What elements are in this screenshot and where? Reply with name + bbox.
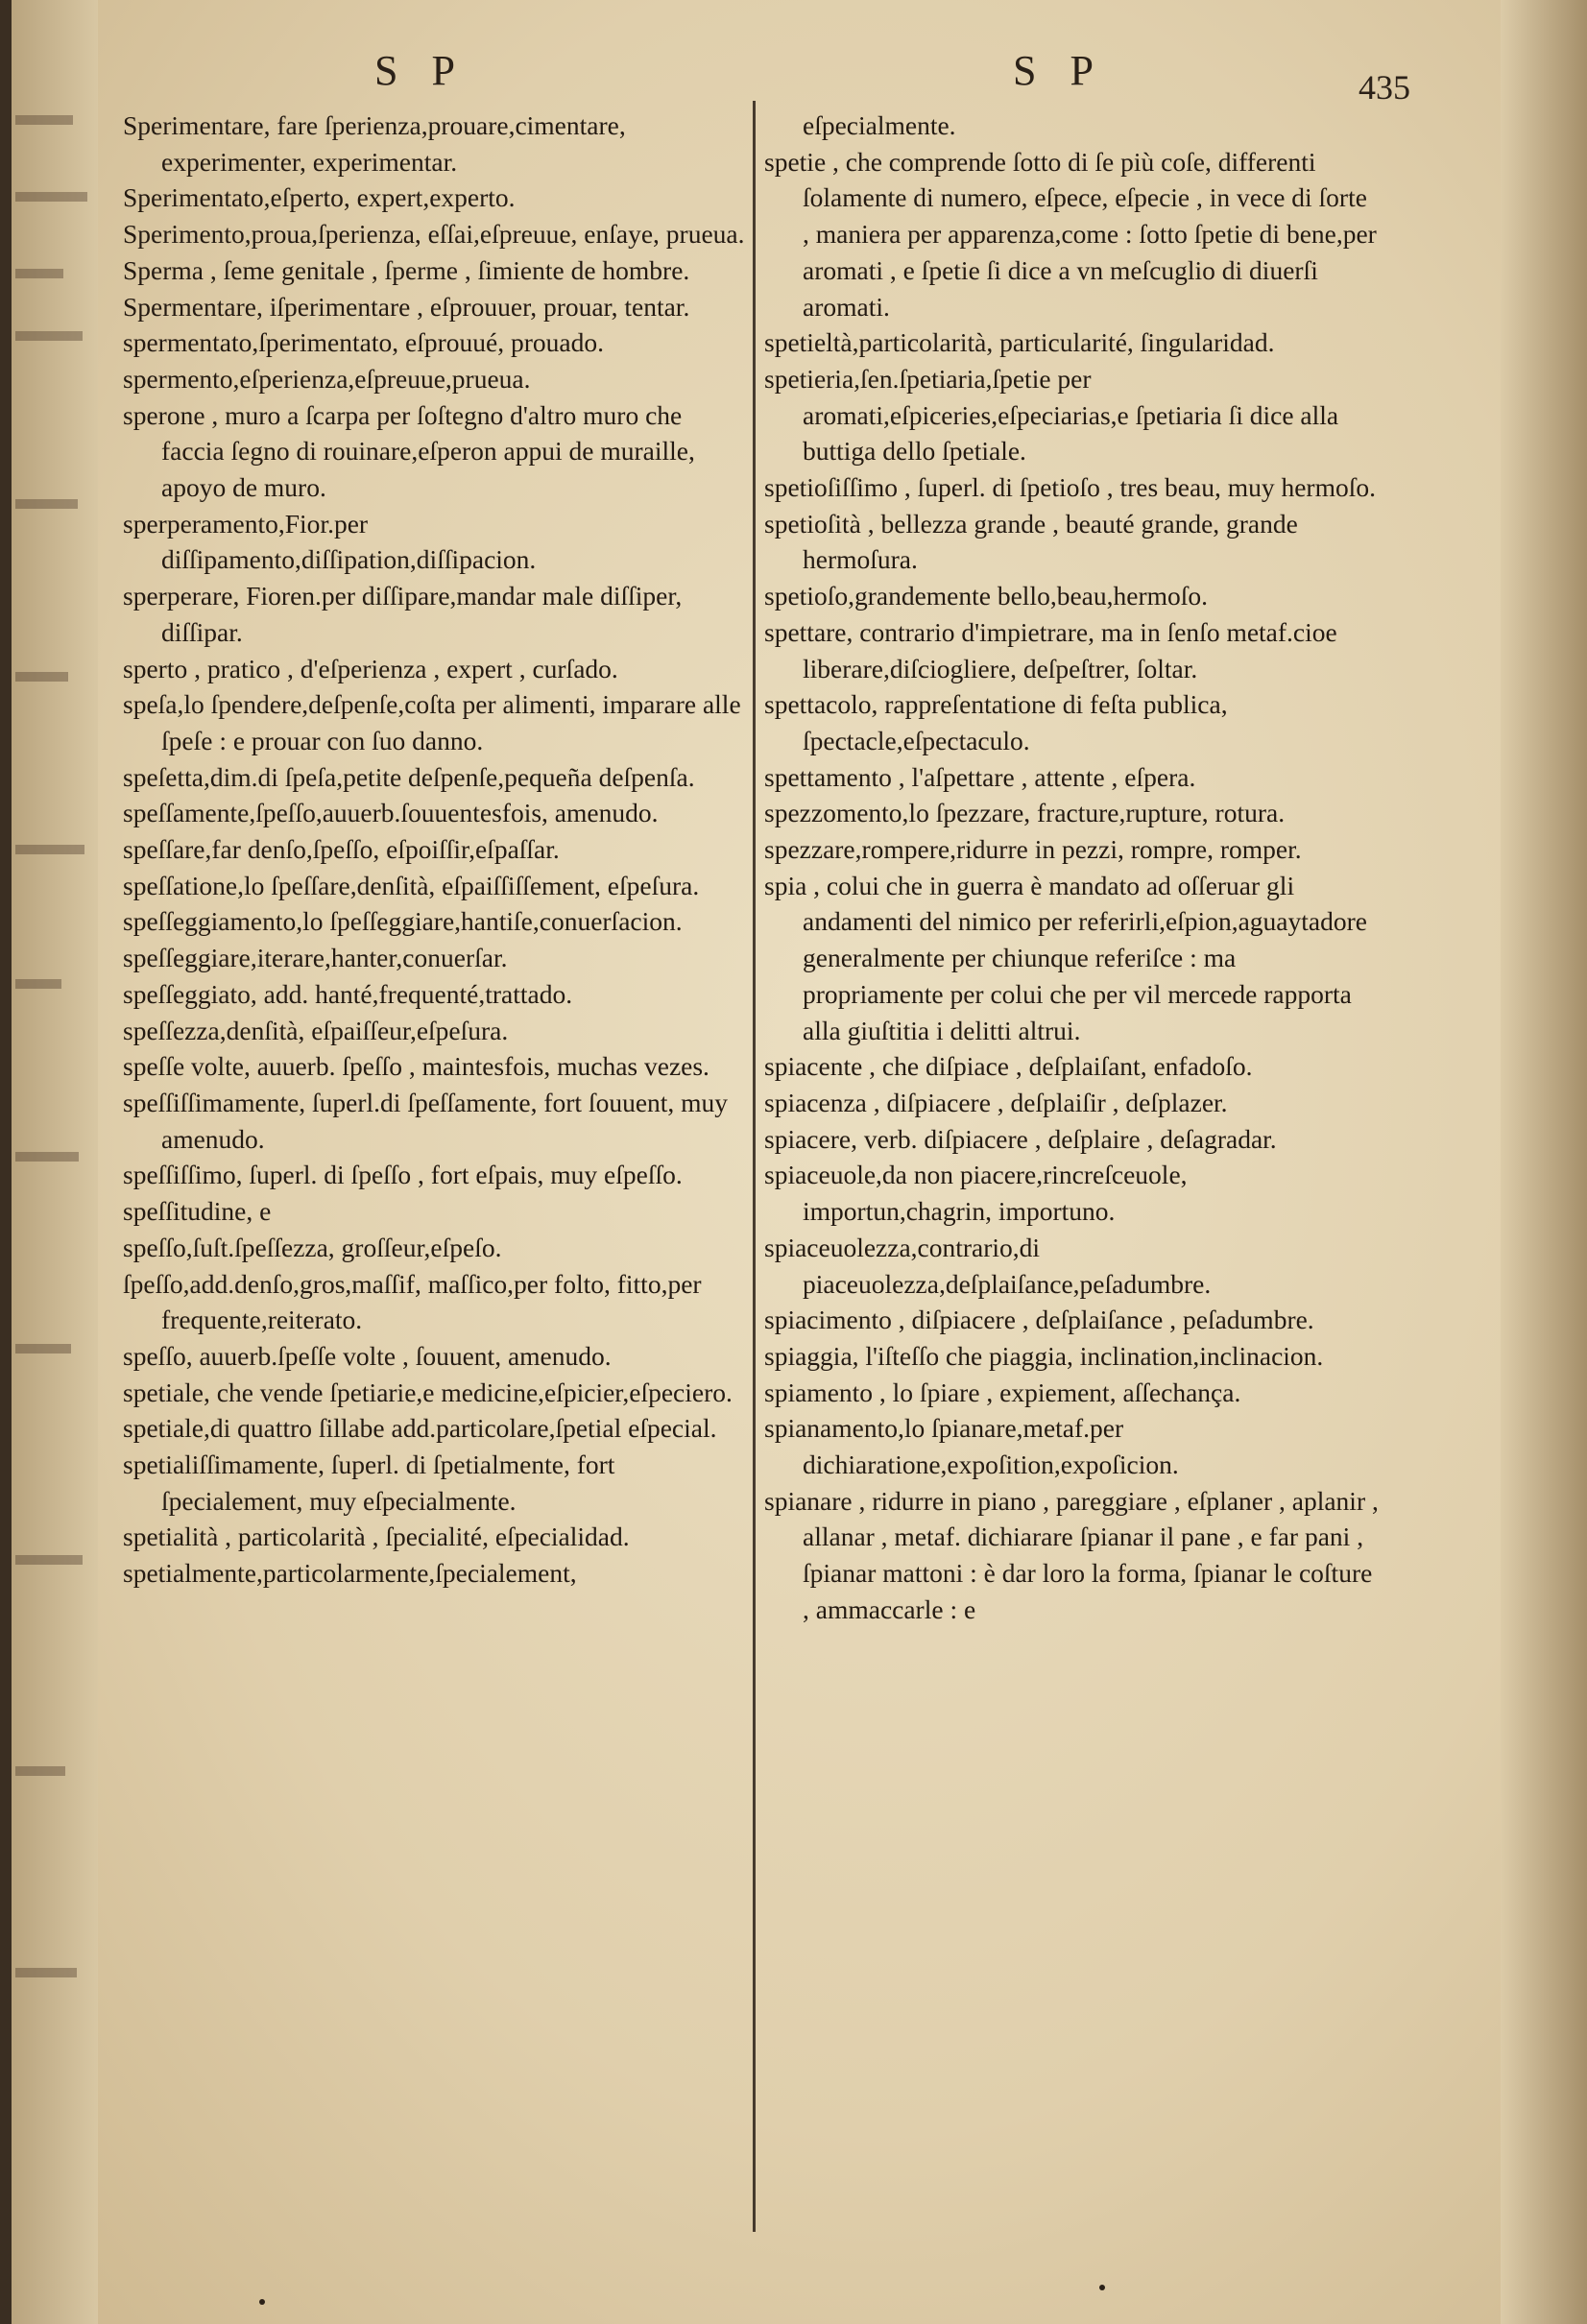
dictionary-entry: spia , colui che in guerra è mandato ad oſſeruar gli andamenti del nimico per referirli,eſpion,aguaytadore generalmente per chiunque referiſce : ma propriamente per colui che per vil mercede rapporta alla giuſtitia i delitti altrui. <box>764 870 1367 1045</box>
right-page-edge <box>1501 0 1587 2324</box>
dictionary-entry: spetiale, che vende ſpetiarie,e medicine,eſpicier,eſpeciero. <box>123 1377 733 1407</box>
continuation-line: eſpecialmente. <box>803 110 956 140</box>
dictionary-entry: spetioſità , bellezza grande , beauté grande, grande hermoſura. <box>764 508 1298 575</box>
dictionary-entry: spiacimento , diſpiacere , deſplaiſance , peſadumbre. <box>764 1305 1314 1335</box>
dictionary-entry: speſſiſſimamente, ſuperl.di ſpeſſamente, fort ſouuent, muy amenudo. <box>123 1087 729 1154</box>
dictionary-entry: spetioſo,grandemente bello,beau,hermoſo. <box>764 581 1209 611</box>
dictionary-entry: spetialità , particolarità , ſpecialité, eſpecialidad. <box>123 1521 630 1552</box>
dictionary-entry: speſſiſſimo, ſuperl. di ſpeſſo , fort eſpais, muy eſpeſſo. <box>123 1160 683 1190</box>
dictionary-entry: speſſo, auuerb.ſpeſſe volte , ſouuent, amenudo. <box>123 1340 612 1371</box>
dictionary-entry: ſpeſſo,add.denſo,gros,maſſif, maſſico,per folto, fitto,per frequente,reiterato. <box>123 1268 702 1335</box>
dictionary-entry: sperperamento,Fior.per diſſipamento,diſſipation,diſſipacion. <box>123 508 537 575</box>
dictionary-entry: sperone , muro a ſcarpa per ſoſtegno d'altro muro che faccia ſegno di rouinare,eſperon appui de muraille, apoyo de muro. <box>123 399 695 503</box>
dictionary-entry: spermentato,ſperimentato, eſprouué, prouado. <box>123 327 604 358</box>
running-head-left: S P <box>374 47 467 94</box>
dictionary-entry: speſſeggiare,iterare,hanter,conuerſar. <box>123 943 508 973</box>
footer-mark <box>1099 2285 1105 2290</box>
dictionary-entry: sperperare, Fioren.per diſſipare,mandar male diſſiper, diſſipar. <box>123 581 683 647</box>
dictionary-entry: spiacente , che diſpiace , deſplaiſant, enfadoſo. <box>764 1051 1253 1082</box>
right-column <box>764 108 1379 1628</box>
dictionary-entry: spettacolo, rappreſentatione di feſta publica, ſpectacle,eſpectaculo. <box>764 689 1228 755</box>
dictionary-entry: spianamento,lo ſpianare,metaf.per dichiaratione,expoſition,expoſicion. <box>764 1413 1179 1480</box>
running-head-right: S P <box>1013 47 1105 94</box>
dictionary-entry: spezzomento,lo ſpezzare, fracture,rupture, rotura. <box>764 798 1286 828</box>
dictionary-entry: spianare , ridurre in piano , pareggiare , eſplaner , aplanir , allanar , metaf. dichiarare ſpianar il pane , e far pani , ſpianar mattoni : è dar loro la forma, ſpianar le coſture , ammaccarle : e <box>764 1485 1379 1624</box>
dictionary-entry: spermento,eſperienza,eſpreuue,prueua. <box>123 363 531 394</box>
dictionary-entry: spiacenza , diſpiacere , deſplaiſir , deſplazer. <box>764 1087 1228 1117</box>
left-page-edge <box>12 0 98 2324</box>
dictionary-entry: spiaceuole,da non piacere,rincreſceuole, importun,chagrin, importuno. <box>764 1160 1188 1227</box>
dictionary-entry: speſſeggiamento,lo ſpeſſeggiare,hantiſe,conuerſacion. <box>123 906 683 937</box>
dictionary-entry: Sperimento,proua,ſperienza, eſſai,eſpreuue, enſaye, prueua. <box>123 219 745 250</box>
dictionary-entry: spetieria,ſen.ſpetiaria,ſpetie per aromati,eſpiceries,eſpeciarias,e ſpetiaria ſi dice alla buttiga dello ſpetiale. <box>764 363 1339 467</box>
dictionary-entry: sperto , pratico , d'eſperienza , expert , curſado. <box>123 653 618 683</box>
dictionary-entry: Sperimentare, fare ſperienza,prouare,cimentare, experimenter, experimentar. <box>123 110 626 177</box>
dictionary-entry: speſa,lo ſpendere,deſpenſe,coſta per alimenti, imparare alle ſpeſe : e prouar con ſuo danno. <box>123 689 741 755</box>
dictionary-entry: speſſitudine, e <box>123 1196 272 1227</box>
dictionary-entry: spetie , che comprende ſotto di ſe più coſe, differenti ſolamente di numero, eſpece, eſpecie , in vece di ſorte , maniera per apparenza,come : ſotto ſpetie di bene,per aromati , e ſpetie ſi dice a vn meſcuglio di diuerſi aromati. <box>764 146 1377 322</box>
dictionary-entry: speſetta,dim.di ſpeſa,petite deſpenſe,pequeña deſpenſa. <box>123 761 695 792</box>
dictionary-entry: spiaceuolezza,contrario,di piaceuolezza,deſplaiſance,peſadumbre. <box>764 1232 1212 1299</box>
dictionary-entry: spiacere, verb. diſpiacere , deſplaire , deſagradar. <box>764 1123 1277 1154</box>
dictionary-entry: speſſamente,ſpeſſo,auuerb.ſouuentesfois, amenudo. <box>123 798 659 828</box>
dictionary-entry: spetieltà,particolarità, particularité, ſingularidad. <box>764 327 1275 358</box>
dictionary-entry: spettamento , l'aſpettare , attente , eſpera. <box>764 761 1196 792</box>
dictionary-entry: spetioſiſſimo , ſuperl. di ſpetioſo , tres beau, muy hermoſo. <box>764 472 1376 503</box>
dictionary-entry: speſſe volte, auuerb. ſpeſſo , maintesfois, muchas vezes. <box>123 1051 709 1082</box>
dictionary-entry: spiamento , lo ſpiare , expiement, aſſechança. <box>764 1377 1241 1407</box>
dictionary-entry: spiaggia, l'iſteſſo che piaggia, inclination,inclinacion. <box>764 1340 1324 1371</box>
dictionary-entry: spetialmente,particolarmente,ſpecialement, <box>123 1558 577 1589</box>
dictionary-entry: speſſo,ſuſt.ſpeſſezza, groſſeur,eſpeſo. <box>123 1232 502 1262</box>
dictionary-entry: Spermentare, iſperimentare , eſprouuer, prouar, tentar. <box>123 291 690 322</box>
dictionary-entry: Sperma , ſeme genitale , ſperme , ſimiente de hombre. <box>123 254 690 285</box>
dictionary-entry: speſſatione,lo ſpeſſare,denſità, eſpaiſſiſſement, eſpeſura. <box>123 870 700 900</box>
dictionary-entry: speſſezza,denſità, eſpaiſſeur,eſpeſura. <box>123 1015 509 1045</box>
page-number: 435 <box>1359 68 1410 107</box>
dictionary-entry: spettare, contrario d'impietrare, ma in ſenſo metaf.cioe liberare,diſciogliere, deſpeſtrer, ſoltar. <box>764 616 1337 683</box>
dictionary-entry: spetialiſſimamente, ſuperl. di ſpetialmente, fort ſpecialement, muy eſpecialmente. <box>123 1450 615 1516</box>
dictionary-entry: Sperimentato,eſperto, expert,experto. <box>123 182 516 213</box>
footer-mark <box>259 2299 265 2305</box>
dictionary-entry: spezzare,rompere,ridurre in pezzi, rompre, romper. <box>764 834 1302 865</box>
column-divider <box>753 101 756 2232</box>
dictionary-entry: spetiale,di quattro ſillabe add.particolare,ſpetial eſpecial. <box>123 1413 717 1444</box>
dictionary-entry: speſſeggiato, add. hanté,frequenté,trattado. <box>123 978 573 1009</box>
left-column <box>123 108 747 1592</box>
dictionary-entry: speſſare,far denſo,ſpeſſo, eſpoiſſir,eſpaſſar. <box>123 834 560 865</box>
